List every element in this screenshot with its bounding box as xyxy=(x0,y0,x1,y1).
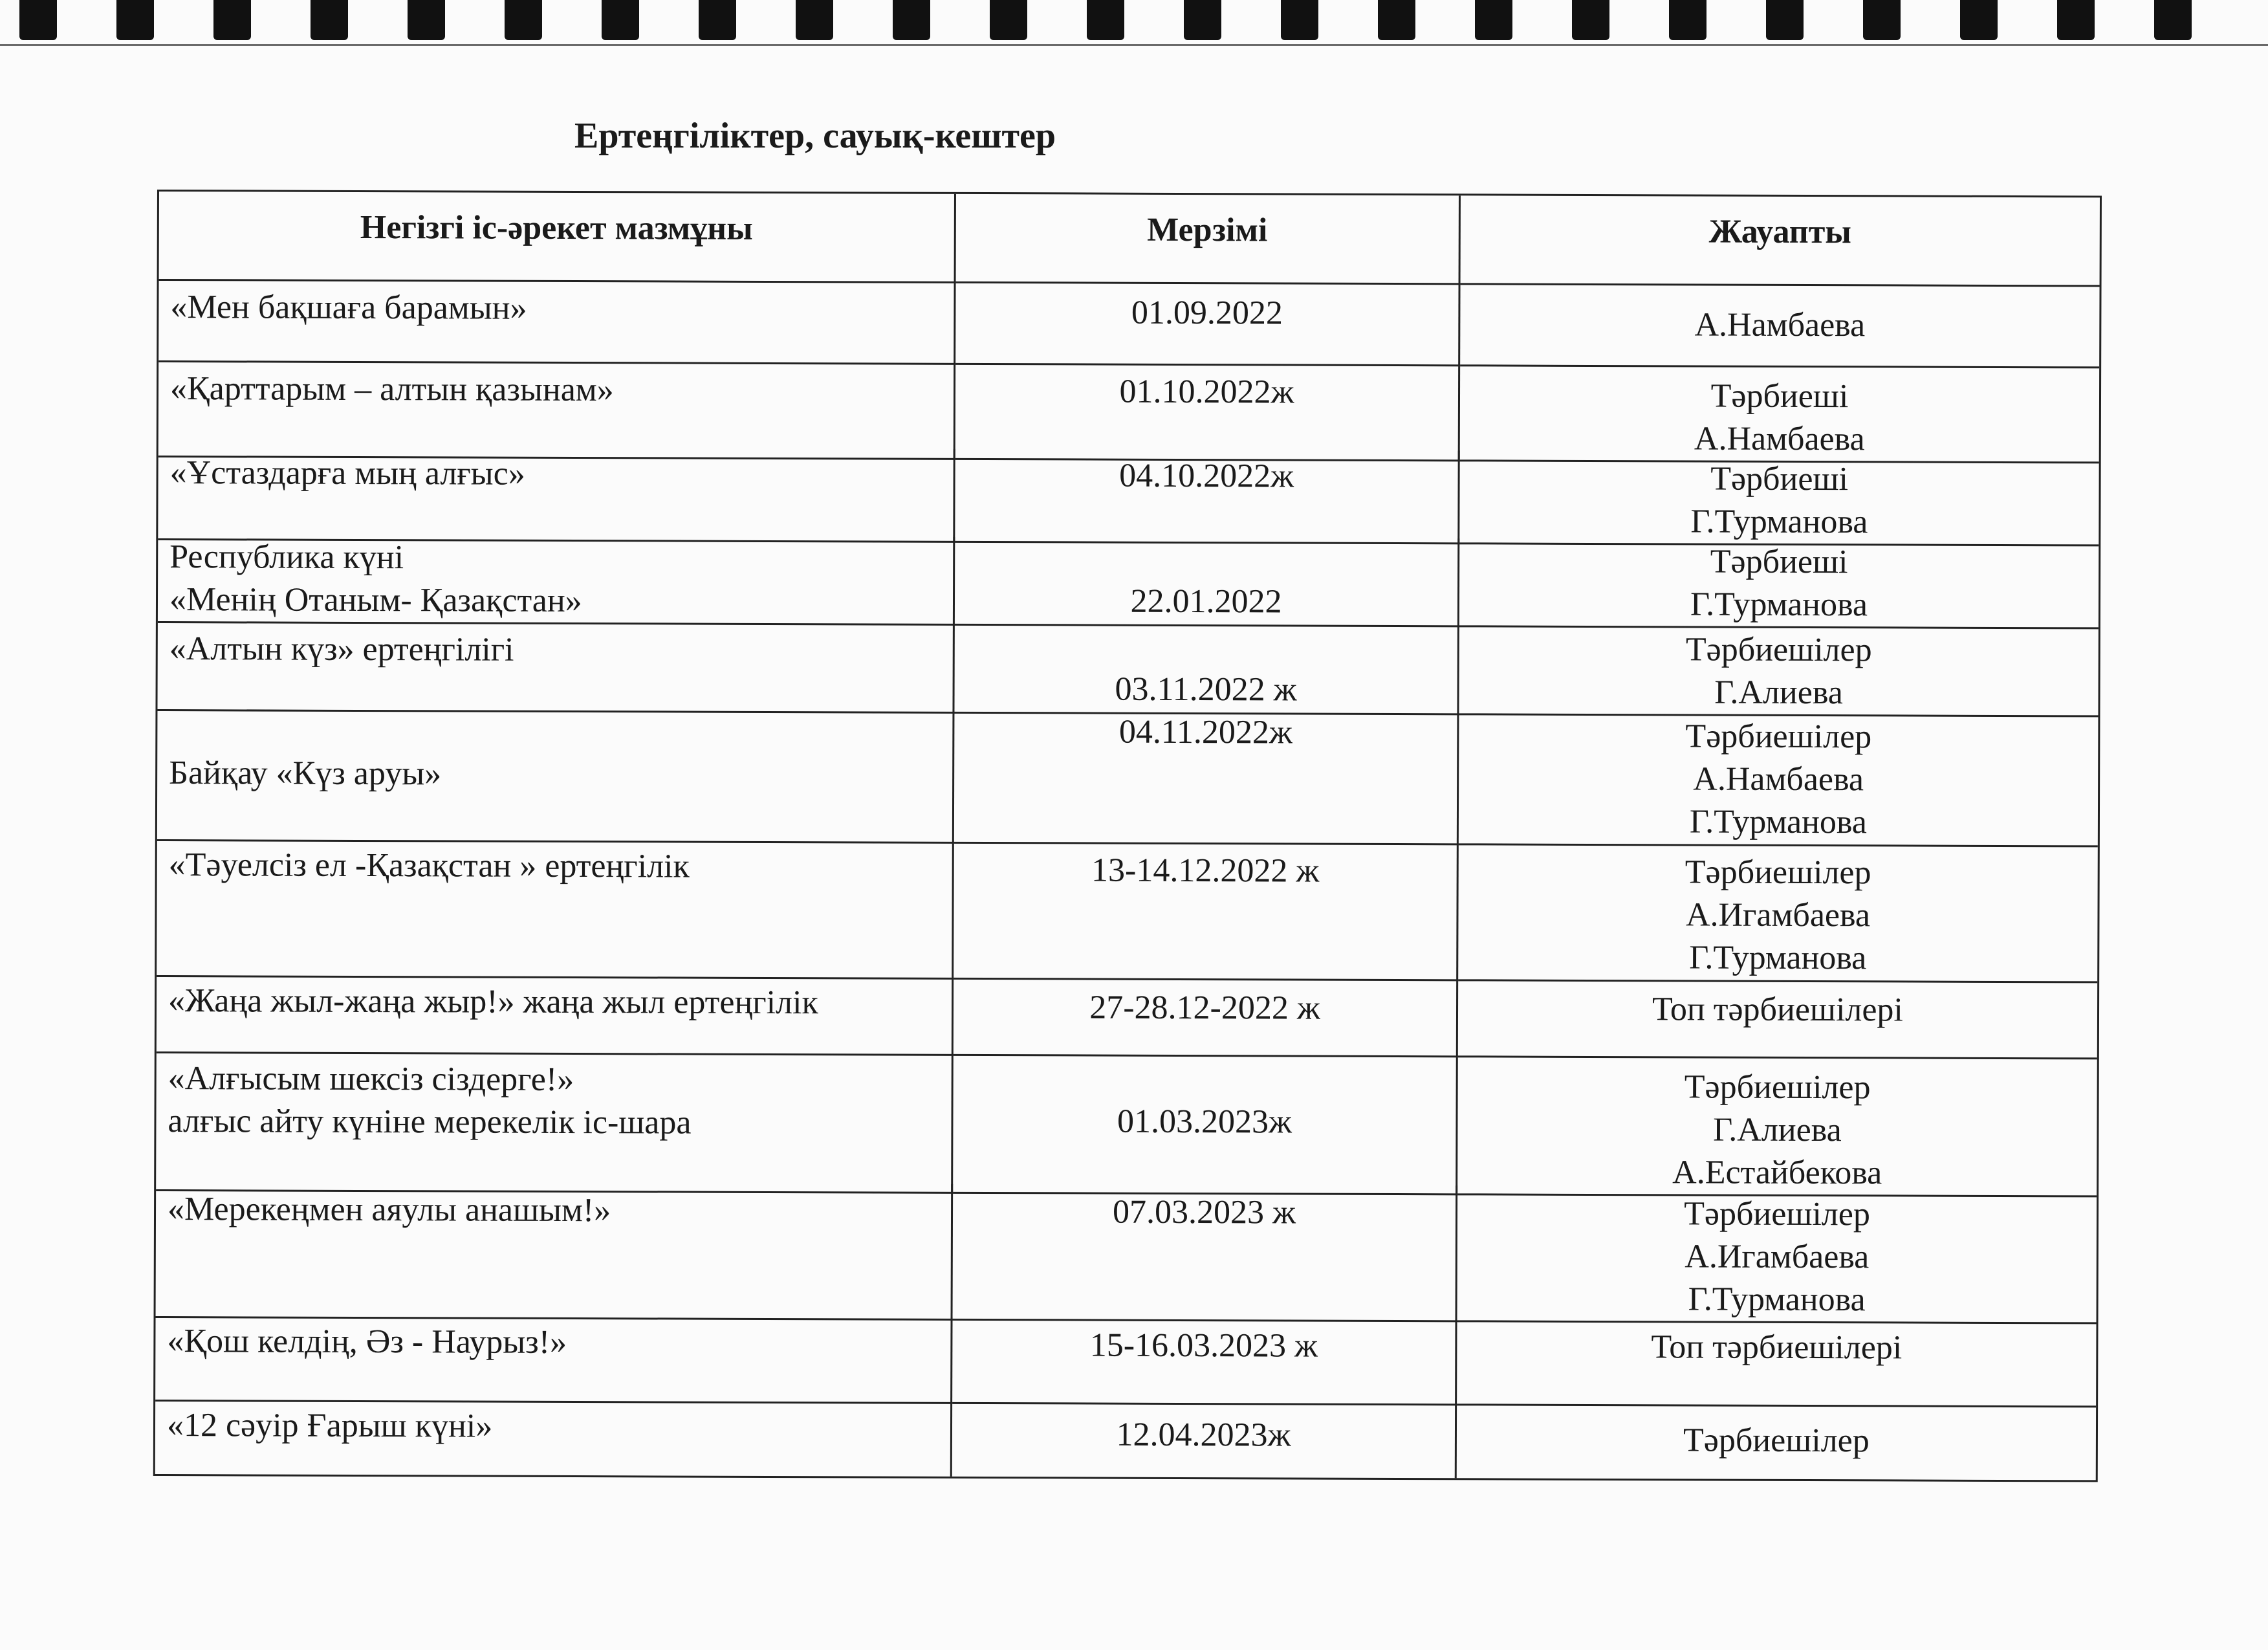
cell-responsible: Тәрбиешілер Г.Алиева А.Естайбекова xyxy=(1457,1057,2097,1197)
table-row xyxy=(157,841,2098,983)
binding-hole xyxy=(19,0,57,40)
binding-hole xyxy=(1960,0,1998,40)
binding-hole xyxy=(1863,0,1901,40)
binding-hole xyxy=(213,0,251,40)
table-row xyxy=(155,1402,2096,1480)
binding-hole xyxy=(311,0,348,40)
cell-responsible: Тәрбиешілер А.Игамбаева Г.Турманова xyxy=(1458,845,2098,983)
cell-responsible: Тәрбиешілер xyxy=(1683,1422,1870,1460)
binding-hole xyxy=(1378,0,1415,40)
binding-hole xyxy=(699,0,736,40)
cell-responsible: Тәрбиешілер Г.Алиева xyxy=(1459,626,2098,717)
cell-activity: «Алғысым шексіз сіздерге!» алғыс айту күніне мерекелік іс-шара xyxy=(156,1053,954,1194)
cell-activity: «Тәуелсіз ел -Қазақстан » ертеңгілік xyxy=(157,841,954,980)
cell-activity: «Ұстаздарға мың алғыс» xyxy=(158,446,955,543)
binding-hole xyxy=(1475,0,1512,40)
binding-hole xyxy=(796,0,833,40)
header-responsible: Жауапты xyxy=(1461,195,2100,287)
cell-responsible: Тәрбиеші А.Намбаева xyxy=(1460,366,2099,463)
cell-activity: Байқау «Күз аруы» xyxy=(157,708,955,844)
events-table xyxy=(153,190,2102,1482)
cell-date: 01.03.2023ж xyxy=(953,1056,1458,1195)
binding-edge xyxy=(0,44,2268,46)
cell-date: 12.04.2023ж xyxy=(952,1404,1457,1478)
spiral-binding xyxy=(0,0,2268,47)
cell-responsible: Тәрбиеші Г.Турманова xyxy=(1459,538,2099,629)
header-activity: Негізгі іс-әрекет мазмұны xyxy=(159,192,956,283)
cell-activity: «Алтын күз» ертеңгілігі xyxy=(157,622,954,714)
binding-hole xyxy=(1087,0,1124,40)
table-row xyxy=(157,622,2098,714)
table-row xyxy=(156,1053,2097,1192)
cell-responsible: А.Намбаева xyxy=(1460,285,2099,368)
cell-date: 13-14.12.2022 ж xyxy=(954,844,1459,981)
table-row xyxy=(156,1182,2097,1321)
binding-hole xyxy=(2154,0,2192,40)
cell-responsible: Тәрбиеші Г.Турманова xyxy=(1459,450,2099,546)
binding-hole xyxy=(1281,0,1318,40)
cell-activity: «Мерекеңмен аяулы анашым!» xyxy=(156,1182,954,1321)
binding-hole xyxy=(990,0,1027,40)
page-title: Ертеңгіліктер, сауық-кештер xyxy=(574,116,1056,156)
binding-hole xyxy=(408,0,445,40)
cell-date: 07.03.2023 ж xyxy=(953,1184,1458,1322)
cell-activity: «Қош келдің, Әз - Наурыз!» xyxy=(155,1315,952,1404)
cell-date: 04.10.2022ж xyxy=(955,449,1459,544)
cell-activity: «12 сәуір Ғарыш күні» xyxy=(155,1402,952,1477)
table-row xyxy=(158,362,2099,458)
binding-hole xyxy=(602,0,639,40)
cell-date: 01.09.2022 xyxy=(955,283,1460,366)
table-row xyxy=(158,281,2099,368)
table-row xyxy=(158,534,2099,628)
cell-date: 22.01.2022 xyxy=(955,537,1459,627)
cell-responsible: Топ тәрбиешілері xyxy=(1458,981,2097,1059)
cell-date: 01.10.2022ж xyxy=(955,365,1460,461)
binding-hole xyxy=(1184,0,1221,40)
cell-responsible: Тәрбиешілер А.Игамбаева Г.Турманова xyxy=(1457,1185,2097,1324)
binding-hole xyxy=(505,0,542,40)
binding-hole xyxy=(1669,0,1706,40)
table-row xyxy=(157,977,2097,1059)
cell-activity: «Қарттарым – алтын қазынам» xyxy=(158,362,955,460)
cell-responsible: Топ тәрбиешілері xyxy=(1457,1319,2096,1407)
binding-hole xyxy=(1572,0,1609,40)
binding-hole xyxy=(893,0,930,40)
cell-date: 15-16.03.2023 ж xyxy=(952,1317,1457,1405)
binding-hole xyxy=(2057,0,2095,40)
table-row xyxy=(155,1315,2096,1407)
cell-date: 04.11.2022ж xyxy=(954,710,1459,845)
cell-activity: Республика күні «Менің Отаным- Қазақстан» xyxy=(158,534,955,626)
table-row xyxy=(158,446,2099,540)
cell-activity: «Жаңа жыл-жаңа жыр!» жаңа жыл ертеңгілік xyxy=(157,977,954,1056)
table-header xyxy=(159,192,2100,287)
cell-date: 27-28.12-2022 ж xyxy=(954,980,1458,1057)
cell-activity: «Мен бақшаға барамын» xyxy=(158,281,955,365)
binding-hole xyxy=(116,0,154,40)
table-row xyxy=(157,708,2099,847)
cell-responsible: Тәрбиешілер А.Намбаева Г.Турманова xyxy=(1459,712,2099,847)
cell-date: 03.11.2022 ж xyxy=(954,625,1459,715)
header-date: Мерзімі xyxy=(956,194,1461,285)
binding-hole xyxy=(1766,0,1804,40)
